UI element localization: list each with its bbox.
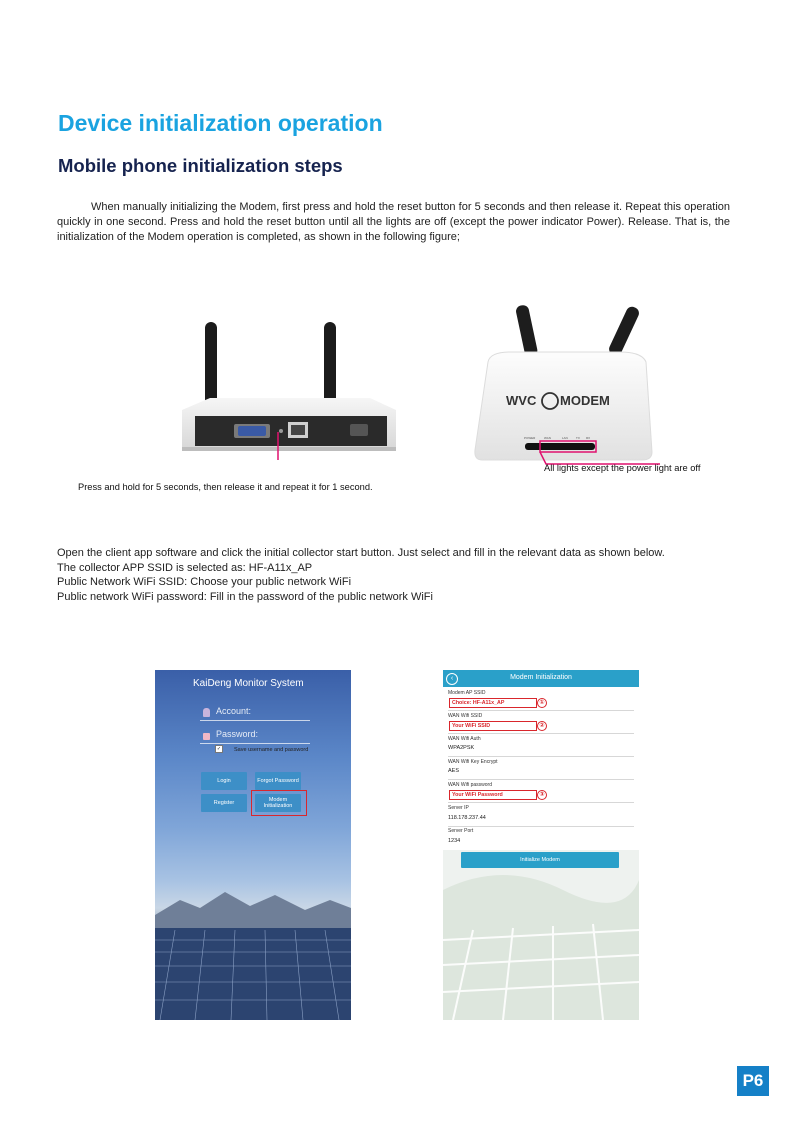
divider	[448, 779, 634, 780]
divider	[448, 826, 634, 827]
wan-encrypt-value[interactable]: AES	[448, 768, 460, 774]
password-input[interactable]	[200, 731, 310, 744]
initialize-modem-button[interactable]: Initialize Modem	[461, 852, 619, 868]
wan-password-input[interactable]: Your WiFi Password	[449, 790, 537, 800]
divider	[448, 756, 634, 757]
modem-init-label-1: Modem	[268, 797, 288, 803]
callout-reset: Press and hold for 5 seconds, then release it and repeat it for 1 second.	[78, 482, 373, 492]
marker-2: ②	[537, 721, 547, 731]
divider	[448, 733, 634, 734]
wan-auth-value[interactable]: WPA2PSK	[448, 745, 475, 751]
wan-auth-label: WAN Wifi Auth	[448, 736, 481, 742]
section-subtitle: Mobile phone initialization steps	[58, 155, 343, 176]
led-label-rx: RX	[586, 436, 591, 440]
led-label-power: POWER	[524, 436, 536, 440]
wan-encrypt-label: WAN Wifi Key Encrypt	[448, 759, 498, 765]
led-label-lan: LAN	[562, 436, 568, 440]
router-front-image	[470, 300, 660, 465]
led-label-tx: TX	[576, 436, 580, 440]
modem-init-label-2: Initialization	[263, 803, 293, 809]
server-port-value[interactable]: 1234	[448, 838, 461, 844]
account-input[interactable]	[200, 708, 310, 721]
step-line-2: The collector APP SSID is selected as: HF-A11x_AP	[57, 561, 313, 574]
solar-field-background	[155, 870, 351, 1020]
wan-password-label: WAN Wifi password	[448, 782, 492, 788]
highlight-box	[251, 790, 307, 816]
callout-lights: All lights except the power light are off	[544, 463, 701, 473]
modem-init-screenshot	[443, 670, 639, 1020]
led-label-wan: WAN	[544, 436, 551, 440]
register-button[interactable]: Register	[201, 794, 247, 812]
save-checkbox[interactable]: ✓	[216, 746, 222, 752]
modem-logo-wvc: WVC	[506, 393, 537, 408]
back-arrow-icon[interactable]: ‹	[446, 673, 458, 685]
page-title: Device initialization operation	[58, 110, 383, 136]
marker-3: ③	[537, 790, 547, 800]
panel-background	[443, 850, 639, 1020]
password-placeholder: Password:	[216, 729, 259, 739]
intro-paragraph	[57, 200, 730, 245]
marker-1: ①	[537, 698, 547, 708]
init-screen-title: Modem Initialization	[510, 674, 572, 681]
intro-text: When manually initializing the Modem, first press and hold the reset button for 5 seconds and then release it. Repeat this operation quickly in one second. Press and hold the reset button until all the lights are off (except the power indicator Power). Release. That is, the initialization of the Modem operation is completed, as shown in the following figure;	[57, 201, 730, 243]
ap-ssid-select[interactable]: Choice: HF-A11x_AP	[449, 698, 537, 708]
app-title: KaiDeng Monitor System	[193, 678, 304, 689]
user-icon	[203, 708, 210, 717]
wan-ssid-label: WAN Wifi SSID	[448, 713, 483, 719]
account-placeholder: Account:	[216, 706, 252, 716]
wan-ssid-select[interactable]: Your WiFi SSID	[449, 721, 537, 731]
divider	[448, 710, 634, 711]
lock-icon	[203, 733, 210, 740]
login-button[interactable]: Login	[201, 772, 247, 790]
step-line-3: Public Network WiFi SSID: Choose your public network WiFi	[57, 576, 352, 589]
server-ip-label: Server IP	[448, 805, 469, 811]
save-credentials-label: Save username and password	[234, 747, 309, 753]
steps-text	[57, 546, 757, 604]
server-ip-value[interactable]: 118.178.237.44	[448, 815, 486, 821]
divider	[448, 802, 634, 803]
step-line-1: Open the client app software and click the initial collector start button. Just select and fill in the relevant data as shown below.	[57, 547, 665, 559]
router-back-image	[170, 310, 410, 460]
forgot-password-button[interactable]: Forgot Password	[255, 772, 301, 790]
login-screenshot	[155, 670, 351, 1020]
server-port-label: Server Port	[448, 828, 474, 834]
modem-logo-modem: MODEM	[560, 393, 610, 408]
ap-ssid-label: Modem AP SSID	[448, 690, 486, 696]
page-number-badge: P6	[737, 1066, 769, 1096]
step-line-4: Public network WiFi password: Fill in the password of the public network WiFi	[57, 590, 433, 603]
